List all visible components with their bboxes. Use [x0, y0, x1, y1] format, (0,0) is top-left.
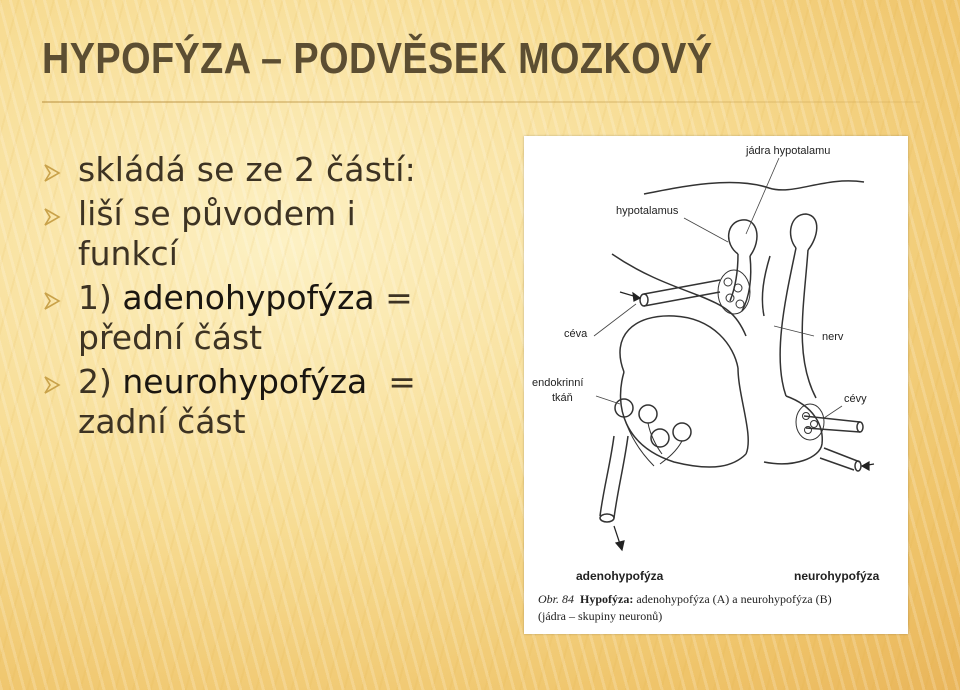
keyword-neurohypofyza: neurohypofýza: [122, 362, 368, 401]
nucleus-right: [791, 214, 817, 250]
bullet-equals: =: [374, 278, 413, 317]
hypothalamus-outline: [644, 181, 864, 194]
bullet-item: [40, 278, 510, 358]
hypophysis-figure: [524, 136, 908, 634]
bullet-text: liší se původem i: [78, 194, 356, 233]
bullet-text-continued: funkcí: [78, 234, 178, 273]
bullet-item: [40, 362, 510, 442]
bullet-text-continued: přední část: [78, 318, 263, 357]
label-hypotalamus: hypotalamus: [616, 205, 679, 217]
caption-bold: Hypofýza:: [580, 592, 634, 606]
nucleus-left: [729, 220, 757, 256]
label-cevy: cévy: [844, 393, 867, 405]
bullet-list: [40, 150, 510, 446]
keyword-adenohypofyza: adenohypofýza: [122, 278, 375, 317]
slide-title: HYPOFÝZA – PODVĚSEK MOZKOVÝ: [42, 34, 713, 83]
anterior-lobe: [620, 316, 738, 372]
arrow-bullet-icon: [42, 163, 62, 183]
bullet-number: 1): [78, 278, 123, 317]
bullet-item: [40, 194, 510, 274]
bullet-item: [40, 150, 510, 190]
arrow-bullet-icon: [42, 207, 62, 227]
title-divider: [42, 101, 920, 103]
bullet-number: 2): [78, 362, 123, 401]
arrow-bullet-icon: [42, 291, 62, 311]
label-adenohypofyza: adenohypofýza: [576, 569, 664, 583]
label-jadra-hypotalamu: jádra hypotalamu: [746, 145, 831, 157]
bullet-equals: =: [367, 362, 416, 401]
label-neurohypofyza: neurohypofýza: [794, 569, 880, 583]
hypophysis-diagram: [524, 136, 908, 634]
caption-rest: adenohypofýza (A) a neurohypofýza (B): [633, 592, 832, 606]
label-ceva: céva: [564, 328, 588, 340]
label-nerv: nerv: [822, 331, 844, 343]
figure-caption: [538, 592, 832, 606]
bullet-text: skládá se ze 2 částí:: [78, 150, 416, 189]
posterior-lobe: [764, 396, 822, 464]
bullet-text-continued: zadní část: [78, 402, 246, 441]
figure-caption-line2: (jádra – skupiny neuronů): [538, 609, 663, 623]
arrow-bullet-icon: [42, 375, 62, 395]
label-tkan: tkáň: [552, 392, 573, 404]
label-endokrinni: endokrinní: [532, 377, 584, 389]
caption-number: Obr. 84: [538, 592, 575, 606]
